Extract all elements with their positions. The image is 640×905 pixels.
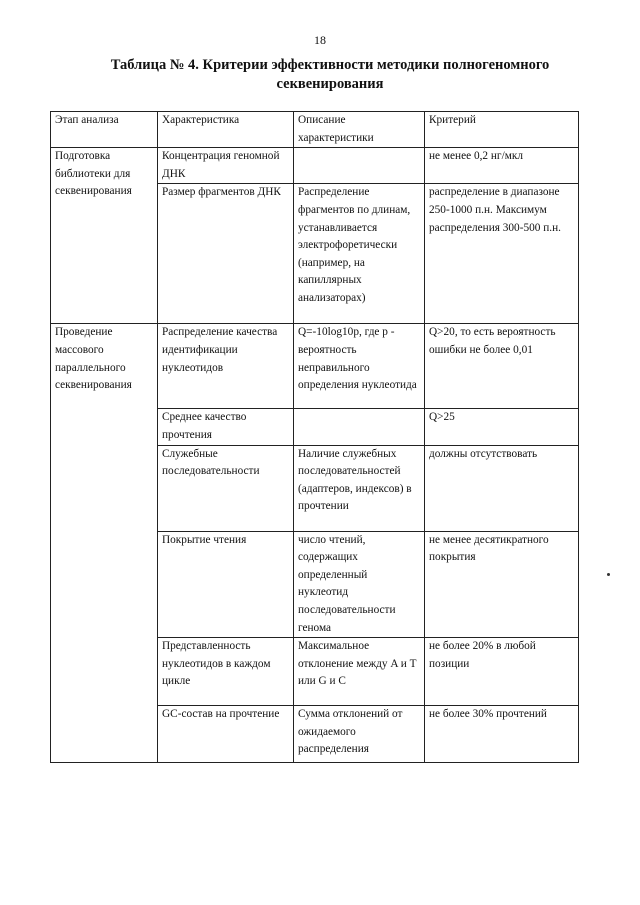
table-row [51, 148, 579, 184]
criterion-cell: Q>25 [425, 409, 579, 445]
description-cell: Распределение фрагментов по длинам, устанавливается электрофоретически (например, на капиллярных анализаторах) [294, 184, 425, 324]
criteria-table [50, 111, 579, 763]
header-criterion: Критерий [425, 112, 579, 148]
stage-cell: Подготовка библиотеки для секвенирования [51, 148, 158, 324]
header-characteristic: Характеристика [158, 112, 294, 148]
description-cell [294, 148, 425, 184]
characteristic-cell: Покрытие чтения [158, 531, 294, 638]
description-cell: Сумма отклонений от ожидаемого распределения [294, 706, 425, 763]
characteristic-cell: GC-состав на прочтение [158, 706, 294, 763]
criterion-cell: распределение в диапазоне 250-1000 п.н. Максимум распределения 300-500 п.н. [425, 184, 579, 324]
description-cell: Наличие служебных последовательностей (адаптеров, индексов) в прочтении [294, 445, 425, 531]
criterion-cell: Q>20, то есть вероятность ошибки не более 0,01 [425, 324, 579, 409]
page-number: 18 [314, 33, 326, 47]
description-cell: Максимальное отклонение между A и T или G и C [294, 638, 425, 706]
table-header-row [51, 112, 579, 148]
criterion-cell: должны отсутствовать [425, 445, 579, 531]
table-row [51, 324, 579, 409]
table-title-line-2: секвенирования [276, 76, 384, 92]
characteristic-cell: Распределение качества идентификации нуклеотидов [158, 324, 294, 409]
criterion-cell: не менее 0,2 нг/мкл [425, 148, 579, 184]
header-stage: Этап анализа [51, 112, 158, 148]
scan-speck [607, 573, 610, 576]
description-cell: число чтений, содержащих определенный нуклеотид последовательности генома [294, 531, 425, 638]
characteristic-cell: Представленность нуклеотидов в каждом цикле [158, 638, 294, 706]
description-cell: Q=-10log10p, где p - вероятность неправильного определения нуклеотида [294, 324, 425, 409]
criterion-cell: не более 20% в любой позиции [425, 638, 579, 706]
description-cell [294, 409, 425, 445]
stage-cell: Проведение массового параллельного секвенирования [51, 324, 158, 763]
table-title-line-1: Таблица № 4. Критерии эффективности методики полногеномного [110, 57, 550, 73]
characteristic-cell: Концентрация геномной ДНК [158, 148, 294, 184]
table-title [60, 56, 600, 94]
characteristic-cell: Среднее качество прочтения [158, 409, 294, 445]
header-description: Описание характеристики [294, 112, 425, 148]
characteristic-cell: Служебные последовательности [158, 445, 294, 531]
characteristic-cell: Размер фрагментов ДНК [158, 184, 294, 324]
criterion-cell: не более 30% прочтений [425, 706, 579, 763]
criterion-cell: не менее десятикратного покрытия [425, 531, 579, 638]
